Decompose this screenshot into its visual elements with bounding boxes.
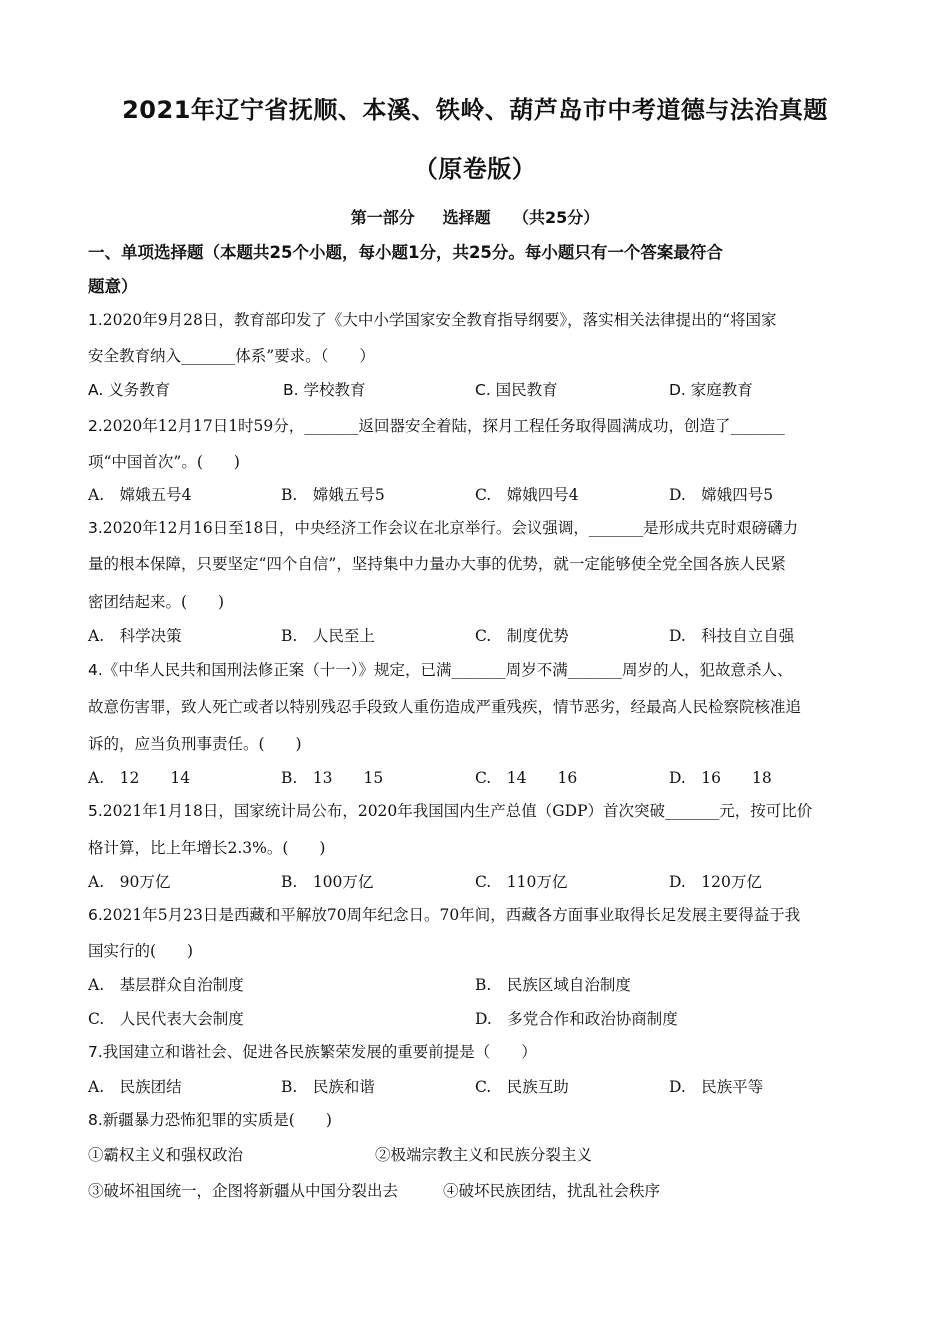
option-d: D. 家庭教育 xyxy=(669,381,753,399)
option-a: A. 嫦娥五号4 xyxy=(88,486,192,504)
option-b: B. 嫦娥五号5 xyxy=(281,486,385,504)
question-1 xyxy=(88,309,878,331)
question-text: 2020年12月16日至18日，中央经济工作会议在北京举行。会议强调，_______是形成共克时艰磅礴力 xyxy=(102,519,799,537)
question-number: 5. xyxy=(88,802,103,820)
section-heading xyxy=(0,205,950,228)
question-text-continued: 量的根本保障，只要坚定“四个自信”，坚持集中力量办大事的优势，就一定能够使全党全国各族人民紧 xyxy=(88,555,786,573)
question-number: 2. xyxy=(88,417,103,435)
question-text: 《中华人民共和国刑法修正案（十一）》规定，已满_______周岁不满_______周岁的人，犯故意杀人、 xyxy=(102,661,793,679)
option-b: B. 人民至上 xyxy=(281,627,375,645)
option-a: A. 12 14 xyxy=(88,769,191,787)
option-b: B. 13 15 xyxy=(281,769,384,787)
section-score: （共25分） xyxy=(512,208,600,227)
section-part: 第一部分 xyxy=(350,208,415,227)
statement-3: ③破坏祖国统一，企图将新疆从中国分裂出去 xyxy=(88,1182,399,1200)
option-d: D. 16 18 xyxy=(669,769,772,787)
question-5 xyxy=(88,800,878,822)
question-7 xyxy=(88,1041,878,1063)
option-b: B. 民族和谐 xyxy=(281,1078,375,1096)
instructions-line-1: 一、单项选择题（本题共25个小题，每小题1分，共25分。每小题只有一个答案最符合 xyxy=(88,243,723,262)
question-number: 4. xyxy=(88,661,103,679)
question-text: 2021年1月18日，国家统计局公布，2020年我国国内生产总值（GDP）首次突破_______元，按可比价 xyxy=(102,802,813,820)
statement-4: ④破坏民族团结，扰乱社会秩序 xyxy=(443,1182,661,1200)
question-2 xyxy=(88,415,878,437)
option-b: B. 民族区域自治制度 xyxy=(475,976,631,994)
option-b: B. 学校教育 xyxy=(283,381,366,399)
option-c: C. 110万亿 xyxy=(475,873,568,891)
question-text-continued: 密团结起来。( ) xyxy=(88,593,225,611)
question-text: 我国建立和谐社会、促进各民族繁荣发展的重要前提是（ ） xyxy=(102,1043,537,1061)
question-4 xyxy=(88,659,878,681)
option-d: D. 民族平等 xyxy=(669,1078,764,1096)
option-c: C. 嫦娥四号4 xyxy=(475,486,579,504)
question-text-continued: 国实行的( ) xyxy=(88,942,194,960)
option-c: C. 民族互助 xyxy=(475,1078,569,1096)
option-a: A. 义务教育 xyxy=(88,381,171,399)
option-a: A. 民族团结 xyxy=(88,1078,182,1096)
question-number: 6. xyxy=(88,906,103,924)
question-8 xyxy=(88,1109,878,1131)
option-d: D. 科技自立自强 xyxy=(669,627,795,645)
question-number: 8. xyxy=(88,1111,103,1129)
option-d: D. 120万亿 xyxy=(669,873,762,891)
option-c: C. 人民代表大会制度 xyxy=(88,1010,244,1028)
question-text: 2020年12月17日1时59分，_______返回器安全着陆，探月工程任务取得圆满成功，创造了_______ xyxy=(102,417,785,435)
question-number: 1. xyxy=(88,311,103,329)
question-text-continued: 格计算，比上年增长2.3%。( ) xyxy=(88,839,326,857)
option-b: B. 100万亿 xyxy=(281,873,374,891)
document-subtitle: （原卷版） xyxy=(413,155,537,183)
question-text-continued: 诉的，应当负刑事责任。( ) xyxy=(88,735,302,753)
question-text-continued: 安全教育纳入_______体系”要求。（ ） xyxy=(88,347,375,365)
option-c: C. 国民教育 xyxy=(475,381,558,399)
question-number: 3. xyxy=(88,519,103,537)
option-a: A. 科学决策 xyxy=(88,627,182,645)
option-a: A. 基层群众自治制度 xyxy=(88,976,244,994)
question-text: 新疆暴力恐怖犯罪的实质是( ) xyxy=(102,1111,332,1129)
question-text: 2020年9月28日，教育部印发了《大中小学国家安全教育指导纲要》，落实相关法律提出的“将国家 xyxy=(102,311,777,329)
option-d: D. 多党合作和政治协商制度 xyxy=(475,1010,678,1028)
statement-1: ①霸权主义和强权政治 xyxy=(88,1146,244,1164)
question-number: 7. xyxy=(88,1043,103,1061)
question-text: 2021年5月23日是西藏和平解放70周年纪念日。70年间，西藏各方面事业取得长足发展主要得益于我 xyxy=(102,906,801,924)
instructions-line-2: 题意） xyxy=(88,277,138,296)
document-title: 2021年辽宁省抚顺、本溪、铁岭、葫芦岛市中考道德与法治真题 xyxy=(122,96,828,124)
option-c: C. 14 16 xyxy=(475,769,578,787)
statement-2: ②极端宗教主义和民族分裂主义 xyxy=(375,1146,593,1164)
question-6 xyxy=(88,904,878,926)
option-d: D. 嫦娥四号5 xyxy=(669,486,774,504)
option-a: A. 90万亿 xyxy=(88,873,171,891)
question-3 xyxy=(88,517,878,539)
option-c: C. 制度优势 xyxy=(475,627,569,645)
question-text-continued: 故意伤害罪，致人死亡或者以特别残忍手段致人重伤造成严重残疾，情节恶劣，经最高人民检察院核准追 xyxy=(88,698,802,716)
question-text-continued: 项“中国首次”。( ) xyxy=(88,453,240,471)
section-name: 选择题 xyxy=(442,208,491,227)
